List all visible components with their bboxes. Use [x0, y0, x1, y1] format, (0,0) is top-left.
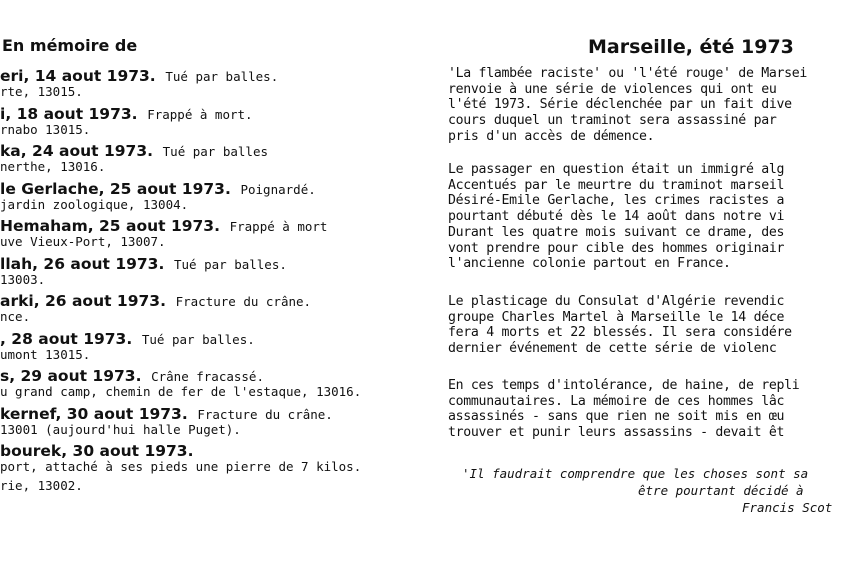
victim-place: rnabo 13015. [0, 121, 91, 137]
paragraph-line: dernier événement de cette série de violenc [448, 341, 777, 357]
victim-cause: Tué par balles. [165, 69, 279, 84]
victim-cause: Poignardé. [240, 181, 316, 197]
quote-line: 'Il faudrait comprendre que les choses sont sa [462, 466, 809, 481]
victim-name-date: ka, 24 aout 1973. [0, 142, 153, 160]
victim-name-date: i, 18 aout 1973. [0, 104, 138, 123]
victim-headline [0, 254, 287, 273]
victim-headline [0, 329, 255, 348]
victim-cause: Tué par balles [162, 144, 268, 159]
victim-name-date: Hemaham, 25 aout 1973. [0, 217, 220, 235]
paragraph-line: Désiré-Emile Gerlache, les crimes racistes a [448, 193, 785, 209]
victim-place: port, attaché à ses pieds une pierre de 7 kilos. [0, 459, 362, 474]
paragraph-line: pris d'un accès de démence. [448, 128, 655, 144]
victim-cause: Frappé à mort [229, 219, 328, 234]
victim-cause: Fracture du crâne. [175, 294, 312, 309]
victim-name-date: le Gerlache, 25 aout 1973. [0, 179, 231, 198]
victim-headline [0, 441, 193, 460]
victim-name-date: kernef, 30 aout 1973. [0, 404, 188, 423]
paragraph-line: trouver et punir leurs assassins - devait êt [448, 425, 785, 441]
paragraph-line: cours duquel un traminot sera assassiné par [448, 113, 777, 129]
paragraph-line: En ces temps d'intolérance, de haine, de repli [448, 378, 800, 393]
victim-place: jardin zoologique, 13004. [0, 196, 189, 212]
victim-cause: Tué par balles. [141, 331, 255, 347]
victim-name-date: arki, 26 aout 1973. [0, 292, 166, 310]
history-title: Marseille, été 1973 [588, 36, 794, 58]
victim-name-date: s, 29 aout 1973. [0, 367, 142, 385]
victim-place: nerthe, 13016. [0, 159, 106, 174]
victim-cause: Crâne fracassé. [151, 369, 264, 384]
victim-place: rie, 13002. [0, 478, 83, 493]
paragraph-line: Accentués par le meurtre du traminot marseil [448, 177, 785, 193]
paragraph-line: communautaires. La mémoire de ces hommes lâc [448, 393, 785, 409]
victim-headline [0, 141, 268, 160]
quote-line: Francis Scot [742, 500, 833, 515]
victim-headline [0, 291, 311, 310]
victim-place: 13001 (aujourd'hui halle Puget). [0, 421, 241, 437]
paragraph-line: Le passager en question était un immigré alg [448, 162, 785, 177]
paragraph-line: assassinés - sans que rien ne soit mis en œu [448, 409, 785, 425]
paragraph-line: l'été 1973. Série déclenchée par un fait dive [448, 97, 792, 113]
victim-headline [0, 366, 264, 385]
paragraph-line: vont prendre pour cible des hommes originair [448, 240, 785, 256]
victim-place: rte, 13015. [0, 84, 83, 99]
victim-cause: Tué par balles. [174, 256, 287, 272]
victim-place: uve Vieux-Port, 13007. [0, 234, 166, 249]
victim-place: 13003. [0, 271, 46, 287]
victim-place: umont 13015. [0, 346, 91, 362]
victim-cause: Fracture du crâne. [197, 406, 333, 422]
paragraph-line: Durant les quatre mois suivant ce drame, des [448, 224, 785, 240]
victim-headline [0, 404, 333, 423]
quote-line: être pourtant décidé à [638, 483, 804, 498]
paragraph-line: groupe Charles Martel à Marseille le 14 déce [448, 309, 785, 325]
victim-headline [0, 66, 278, 85]
paragraph-line: l'ancienne colonie partout en France. [448, 256, 731, 272]
paragraph-line: 'La flambée raciste' ou 'l'été rouge' de Marsei [448, 66, 808, 81]
history-column [448, 36, 848, 556]
victim-headline [0, 179, 316, 198]
victim-name-date: eri, 14 aout 1973. [0, 67, 156, 85]
paragraph-line: renvoie à une série de violences qui ont eu [448, 81, 777, 97]
victim-place: u grand camp, chemin de fer de l'estaque, 13016. [0, 384, 362, 399]
paragraph-line: fera 4 morts et 22 blessés. Il sera considére [448, 325, 792, 341]
victim-place: nce. [0, 309, 31, 324]
victim-name-date: , 28 aout 1973. [0, 329, 133, 348]
paragraph-line: Le plasticage du Consulat d'Algérie revendic [448, 294, 785, 309]
victim-name-date: llah, 26 aout 1973. [0, 254, 165, 273]
victim-headline [0, 104, 253, 123]
victim-cause: Frappé à mort. [147, 106, 253, 122]
victim-headline [0, 216, 327, 235]
victim-name-date: bourek, 30 aout 1973. [0, 442, 194, 460]
memorial-heading: En mémoire de [2, 36, 138, 55]
paragraph-line: pourtant débuté dès le 14 août dans notre vi [448, 209, 785, 225]
